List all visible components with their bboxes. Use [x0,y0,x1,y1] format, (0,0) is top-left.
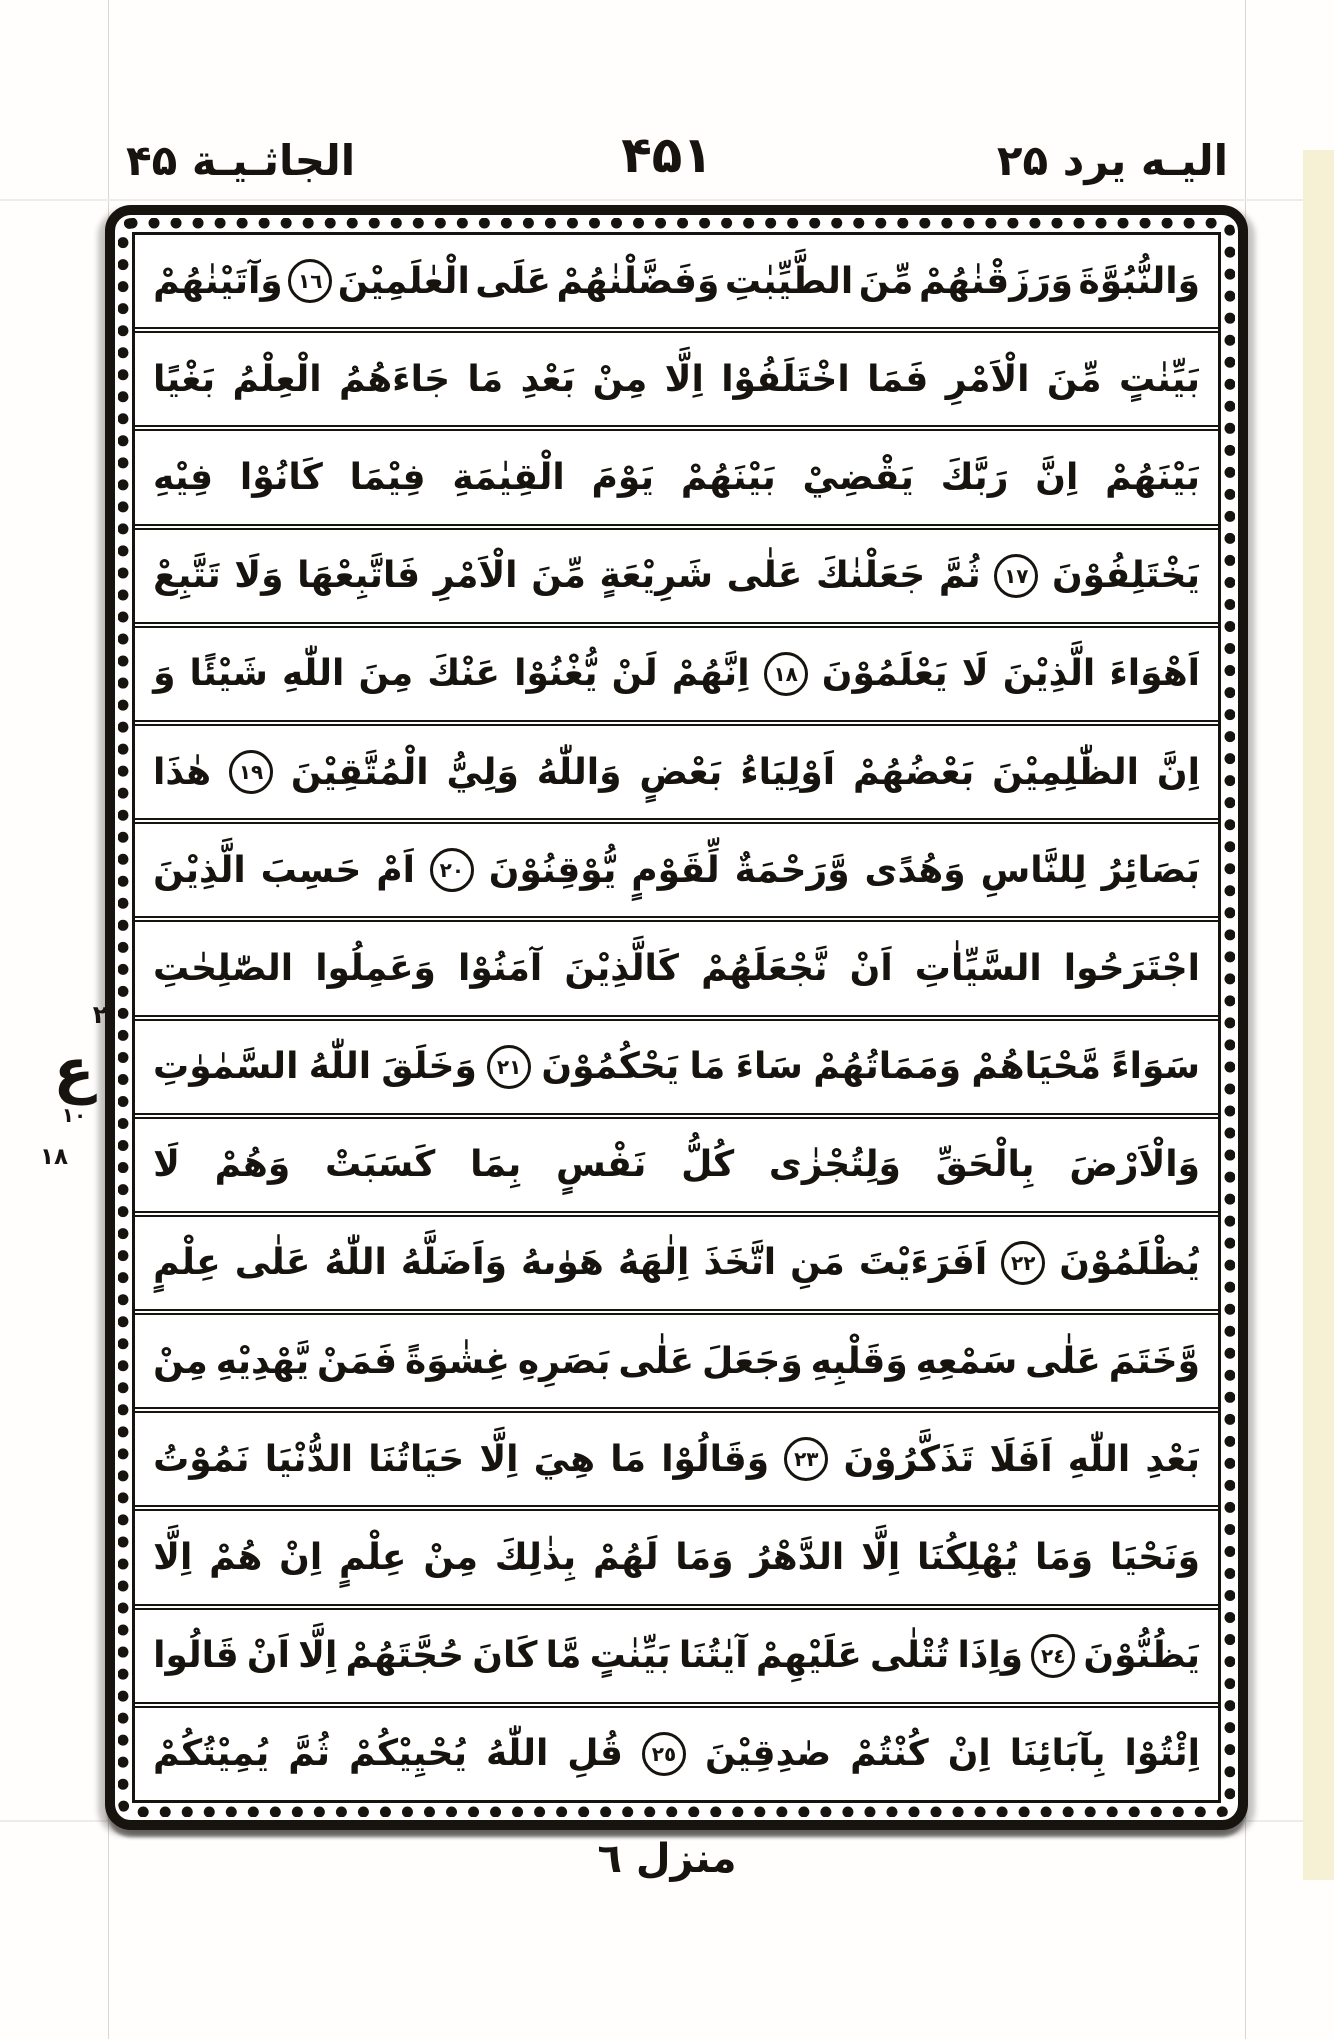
quran-word: اِنَّ [1156,751,1200,793]
surah-name-label: الجاثـيـة ۴۵ [126,136,356,185]
quran-word: اِلٰهَهُ [617,1242,690,1284]
quran-word: بِآبَائِنَا [1009,1733,1106,1775]
quran-line [135,1217,1218,1315]
quran-word: يَوْمَ [591,456,655,498]
quran-word: الْقِيٰمَةِ [452,456,565,498]
quran-word: الدُّنْيَا [264,1438,354,1480]
quran-word: اللّٰهُ [324,1242,387,1284]
quran-word: مِنْ [592,358,648,400]
quran-word: الَّذِيْنَ [153,849,246,891]
quran-word: بَصَرِهِ [517,1340,611,1382]
quran-line [135,1610,1218,1708]
quran-word: مِنَ [358,653,414,695]
quran-word: اِلَّا [153,1537,193,1579]
quran-word: يَعْلَمُوْنَ [821,653,948,695]
quran-lines-container [132,232,1221,1803]
quran-line [135,1315,1218,1413]
quran-word: مِّنَ [858,260,914,302]
quran-word: بَيْنَهُمْ [680,456,776,498]
quran-word: وَجَعَلَ [701,1340,803,1382]
quran-word: مِّنَ [1046,358,1102,400]
quran-word: وَمَمَاتُهُمْ [813,1046,962,1088]
quran-word: يُمِيْتُكُمْ [153,1733,270,1775]
quran-word: شَرِيْعَةٍ [599,555,713,597]
quran-word: بَصَائِرُ [1101,849,1200,891]
quran-line [135,530,1218,628]
quran-word: الْمُتَّقِيْنَ [290,751,429,793]
quran-word: يَخْتَلِفُوْنَ [1051,555,1200,597]
quran-word: وَعَمِلُوا [315,947,436,989]
quran-word: السَّمٰوٰتِ [153,1046,299,1088]
quran-word: يَحْكُمُوْنَ [541,1046,680,1088]
ruku-number-in-surah: ٢ [92,1000,108,1029]
quran-word: مَا [610,1438,647,1480]
quran-word: بِذٰلِكَ [494,1537,577,1579]
quran-word: اَوْلِيَاءُ [740,751,836,793]
quran-word: رَبَّكَ [940,456,1009,498]
quran-word: اللّٰهِ [1067,1438,1131,1480]
page-number: ۴۵۱ [621,126,713,184]
quran-word: اَفَلَا [989,1438,1053,1480]
quran-word: يُّغْنُوْا [514,653,598,695]
quran-word: الْاَمْرِ [945,358,1030,400]
quran-word: اللّٰهُ [308,1046,372,1088]
quran-word: مَّحْيَاهُمْ [971,1046,1101,1088]
quran-word: سَاءَ [735,1046,803,1088]
quran-word: لَا [961,653,989,695]
verse-end-marker: ٢١ [487,1045,531,1089]
quran-line [135,333,1218,431]
quran-word: مَّا [545,1635,582,1677]
verse-end-marker: ٢٥ [642,1732,686,1776]
quran-word: اَنْ [849,947,893,989]
verse-end-marker: ٢٠ [430,848,474,892]
quran-word: بَيِّنٰتٍ [1118,358,1200,400]
quran-word: اللّٰهُ [485,1733,549,1775]
quran-word: فِيْمَا [349,456,426,498]
quran-word: وَفَضَّلْنٰهُمْ [556,260,720,302]
quran-word: اخْتَلَفُوْا [721,358,850,400]
ruku-verse-count: ١٠ [61,1102,87,1127]
quran-word: نَمُوْتُ [153,1438,250,1480]
quran-line [135,824,1218,922]
quran-word: فِيْهِ [153,456,214,498]
quran-word: مِنْ [153,1340,208,1382]
quran-word: يُحْيِيْكُمْ [348,1733,467,1775]
quran-word: الصّٰلِحٰتِ [153,947,294,989]
quran-word: اِلَّا [479,1438,519,1480]
quran-word: قُلِ [567,1733,624,1775]
quran-word: وَّرَحْمَةٌ [734,849,850,891]
quran-line [135,431,1218,529]
quran-word: عِلْمٍ [338,1537,407,1579]
quran-word: لِّقَوْمٍ [631,849,720,891]
quran-word: قَالُوا [153,1635,239,1677]
quran-word: مَا [467,358,504,400]
quran-word: وَلَا [234,555,284,597]
quran-word: نَفْسٍ [556,1144,647,1186]
quran-word: لَنْ [611,653,658,695]
quran-word: هِيَ [533,1438,596,1480]
quran-word: يُّوْقِنُوْنَ [488,849,617,891]
quran-word: اللّٰهِ [281,653,345,695]
quran-word: بَيْنَهُمْ [1105,456,1200,498]
quran-word: بَعْضُهُمْ [852,751,975,793]
quran-word: وَرَزَقْنٰهُمْ [918,260,1074,302]
quran-word: آمَنُوْا [458,947,543,989]
quran-word: جَعَلْنٰكَ [816,555,926,597]
quran-word: مِنْ [423,1537,478,1579]
quran-word: وَالْاَرْضَ [1069,1144,1200,1186]
verse-end-marker: ٢٤ [1031,1634,1075,1678]
quran-word: صٰدِقِيْنَ [704,1733,832,1775]
quran-word: اِنْ [279,1537,323,1579]
quran-word: مَنِ [790,1242,845,1284]
juz-name-label: اليـه يرد ۲۵ [996,136,1228,185]
quran-word: اَنْ [246,1635,290,1677]
quran-word: عَلَيْهِمْ [755,1635,862,1677]
quran-word: اِلَّا [298,1635,338,1677]
quran-word: وَمَا [675,1537,734,1579]
quran-word: هَوٰىهُ [521,1242,604,1284]
quran-word: عِلْمٍ [153,1242,221,1284]
quran-line [135,922,1218,1020]
quran-word: عَلٰى [726,555,803,597]
quran-line [135,628,1218,726]
quran-word: جَاءَهُمُ [338,358,451,400]
verse-end-marker: ١٩ [229,750,273,794]
quran-word: لِلنَّاسِ [980,849,1087,891]
quran-word: اَهْوَاءَ [1109,653,1200,695]
quran-word: اَفَرَءَيْتَ [858,1242,988,1284]
quran-word: اِئْتُوْا [1124,1733,1200,1775]
quran-line [135,1119,1218,1217]
quran-word: مِّنَ [531,555,586,597]
quran-word: وَقَالُوْا [661,1438,770,1480]
quran-word: وَاِذَا [957,1635,1024,1677]
quran-word: نَّجْعَلَهُمْ [701,947,828,989]
quran-word: وَهُمْ [214,1144,291,1186]
quran-word: تَتَّبِعْ [153,555,221,597]
quran-word: اِنَّ [1035,456,1079,498]
quran-word: عَلٰى [234,1242,311,1284]
quran-word: بَعْضٍ [639,751,723,793]
quran-word: يُظْلَمُوْنَ [1059,1242,1200,1284]
quran-word: الَّذِيْنَ [1002,653,1096,695]
ruku-ain-symbol: ع [53,1036,95,1107]
quran-word: بَعْدِ [520,358,576,400]
quran-word: وَمَا [1034,1537,1094,1579]
quran-word: هٰذَا [153,751,212,793]
quran-word: كُلُّ [681,1144,735,1186]
quran-word: مَا [689,1046,726,1088]
quran-word: آيٰتُنَا [678,1635,748,1677]
quran-word: وَهُدًى [864,849,966,891]
quran-word: كُنْتُمْ [850,1733,929,1775]
quran-word: تُتْلٰى [869,1635,950,1677]
quran-word: اِلَّا [861,1537,901,1579]
quran-word: تَذَكَّرُوْنَ [843,1438,975,1480]
quran-line [135,1021,1218,1119]
quran-word: يَقْضِيْ [802,456,914,498]
bead-chain-border [118,218,1235,1817]
quran-word: وَنَحْيَا [1109,1537,1200,1579]
quran-word: حَيَاتُنَا [368,1438,465,1480]
quran-line [135,1511,1218,1609]
quran-word: كَانَ [472,1635,538,1677]
quran-word: كَانُوْا [239,456,323,498]
quran-word: شَيْئًا [189,653,268,695]
quran-word: فَمَنْ [316,1340,398,1382]
quran-word: ثُمَّ [938,555,981,597]
quran-word: الْاَمْرِ [433,555,518,597]
quran-word: بَيِّنٰتٍ [589,1635,671,1677]
quran-word: وَّخَتَمَ [1108,1340,1200,1382]
quran-word: وَ [153,653,176,695]
quran-word: عَنْكَ [427,653,501,695]
quran-word: الطَّيِّبٰتِ [724,260,854,302]
quran-word: وَخَلَقَ [381,1046,477,1088]
quran-word: وَاللّٰهُ [536,751,622,793]
quran-line [135,235,1218,333]
quran-word: وَالنُّبُوَّةَ [1078,260,1200,302]
quran-word: كَالَّذِيْنَ [564,947,679,989]
quran-word: ثُمَّ [288,1733,330,1775]
quran-word: وَلِيُّ [446,751,519,793]
quran-word: يَّهْدِيْهِ [215,1340,310,1382]
quran-word: اِلَّا [664,358,704,400]
quran-word: اجْتَرَحُوا [1063,947,1200,989]
quran-word: عَلٰى [618,1340,695,1382]
quran-word: وَآتَيْنٰهُمْ [153,260,283,302]
quran-word: لَا [153,1144,180,1186]
quran-word: الدَّهْرُ [750,1537,845,1579]
text-frame-border [105,205,1248,1830]
quran-line [135,726,1218,824]
verse-end-marker: ٢٢ [1001,1241,1045,1285]
verse-end-marker: ١٧ [994,554,1038,598]
quran-word: بَعْدِ [1145,1438,1200,1480]
verse-end-marker: ١٨ [764,652,808,696]
quran-word: السَّيِّاٰتِ [914,947,1042,989]
quran-word: غِشٰوَةً [404,1340,510,1382]
quran-word: الْعِلْمُ [232,358,322,400]
quran-line [135,1708,1218,1800]
quran-word: وَاَضَلَّهُ [400,1242,507,1284]
quran-word: كَسَبَتْ [324,1144,436,1186]
quran-word: بِالْحَقِّ [935,1144,1035,1186]
quran-word: فَاتَّبِعْهَا [297,555,421,597]
quran-word: الظّٰلِمِيْنَ [992,751,1140,793]
quran-word: اِنْ [947,1733,991,1775]
quran-word: سَمْعِهِ [915,1340,1018,1382]
quran-word: لَهُمْ [592,1537,659,1579]
verse-end-marker: ١٦ [288,259,332,303]
quran-word: فَمَا [867,358,929,400]
quran-word: بِمَا [470,1144,522,1186]
quran-word: الْعٰلَمِيْنَ [337,260,470,302]
ruku-number-in-juz: ١٨ [40,1143,69,1170]
quran-line [135,1413,1218,1511]
quran-word: وَلِتُجْزٰى [768,1144,901,1186]
quran-word: وَقَلْبِهِ [810,1340,908,1382]
quran-word: يُهْلِكُنَا [917,1537,1019,1579]
quran-word: حَسِبَ [260,849,362,891]
quran-word: سَوَاءً [1111,1046,1200,1088]
quran-word: يَظُنُّوْنَ [1083,1635,1200,1677]
quran-word: اتَّخَذَ [703,1242,777,1284]
quran-word: بَغْيًا [153,358,216,400]
manzil-label: منزل ٦ [597,1836,737,1882]
ruku-marker [40,1000,108,1170]
quran-word: اَمْ [376,849,415,891]
quran-word: هُمْ [209,1537,263,1579]
quran-word: اِنَّهُمْ [671,653,750,695]
top-faint-scan-line [0,199,1334,201]
quran-word: حُجَّتَهُمْ [345,1635,465,1677]
verse-end-marker: ٢٣ [784,1437,828,1481]
quran-word: عَلٰى [1025,1340,1101,1382]
page-edge-tint [1303,150,1334,1880]
page-footer [0,1836,1334,1882]
quran-word: عَلَى [475,260,552,302]
